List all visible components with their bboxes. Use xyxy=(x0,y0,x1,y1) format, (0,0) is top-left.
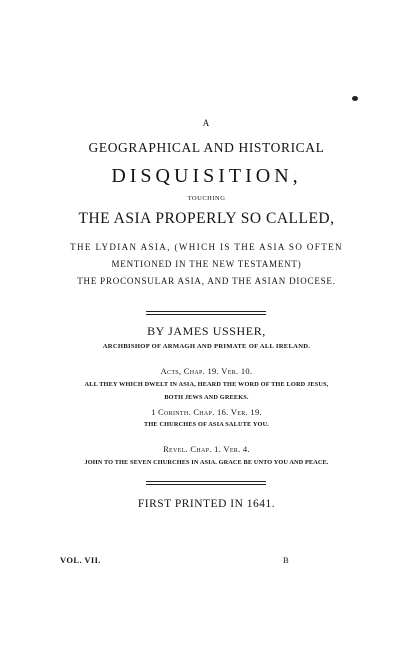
subtitle-line-1: THE LYDIAN ASIA, (WHICH IS THE ASIA SO OFTEN xyxy=(70,242,343,252)
imprint-date: FIRST PRINTED IN 1641. xyxy=(137,498,276,510)
epigraph-text-corinth: THE CHURCHES OF ASIA SALUTE YOU. xyxy=(143,421,270,428)
epigraph-ref-revel: Revel. Chap. 1. Ver. 4. xyxy=(163,444,250,454)
volume-number: VOL. VII. xyxy=(60,555,101,565)
title-line-1: GEOGRAPHICAL AND HISTORICAL xyxy=(88,140,325,155)
ink-speck xyxy=(352,96,358,101)
signature-mark: B xyxy=(283,555,289,565)
epigraph-text-acts-2: BOTH JEWS AND GREEKS. xyxy=(164,394,249,401)
epigraph-text-acts-1: ALL THEY WHICH DWELT IN ASIA, HEARD THE WORD OF THE LORD JESUS, xyxy=(84,381,329,388)
title-line-2: DISQUISITION, xyxy=(111,165,302,187)
epigraph-ref-corinth: 1 Corinth. Chap. 16. Ver. 19. xyxy=(151,407,262,417)
subtitle-line-3: THE PROCONSULAR ASIA, AND THE ASIAN DIOCESE. xyxy=(77,276,336,286)
divider-rule-1 xyxy=(146,311,266,312)
author-name: BY JAMES USSHER, xyxy=(147,324,266,338)
subtitle-line-2: MENTIONED IN THE NEW TESTAMENT) xyxy=(111,259,302,269)
epigraph-ref-acts: Acts, Chap. 19. Ver. 10. xyxy=(160,366,253,376)
title-touching: TOUCHING xyxy=(187,195,226,202)
divider-rule-2 xyxy=(146,481,266,482)
title-line-3: THE ASIA PROPERLY SO CALLED, xyxy=(78,210,335,227)
epigraph-text-revel: JOHN TO THE SEVEN CHURCHES IN ASIA. GRACE BE UNTO YOU AND PEACE. xyxy=(84,459,329,466)
author-role: ARCHBISHOP OF ARMAGH AND PRIMATE OF ALL IRELAND. xyxy=(102,343,311,350)
title-article: A xyxy=(202,118,211,128)
